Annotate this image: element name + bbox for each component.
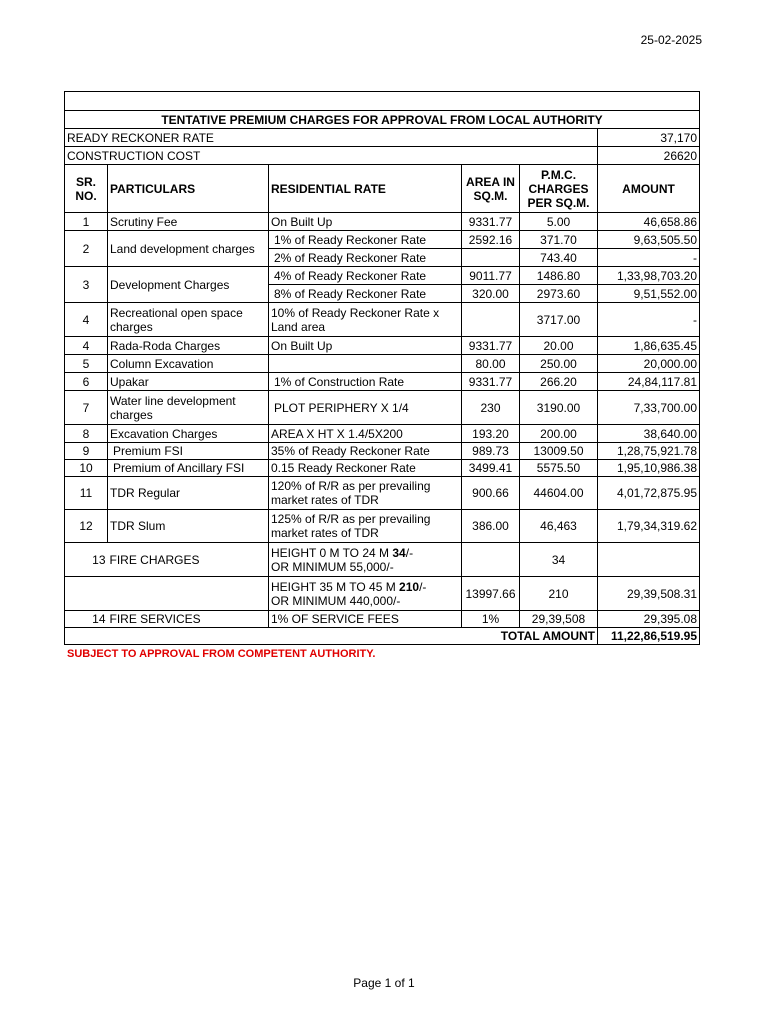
- rate-cell: [269, 543, 462, 577]
- rate-cell: 125% of R/R as per prevailing market rates of TDR: [269, 510, 462, 543]
- pmc-cell: 46,463: [520, 510, 598, 543]
- sr-cell: 10: [65, 460, 108, 477]
- sr-cell: 14: [65, 611, 108, 628]
- pmc-cell: 34: [520, 543, 598, 577]
- area-cell: 3499.41: [462, 460, 520, 477]
- rate-cell: 0.15 Ready Reckoner Rate: [269, 460, 462, 477]
- rate-cell: 4% of Ready Reckoner Rate: [269, 267, 462, 285]
- amount-cell: 9,63,505.50: [598, 231, 700, 249]
- particulars-cell: Rada-Roda Charges: [108, 337, 269, 355]
- pmc-cell: 250.00: [520, 355, 598, 373]
- header-pmc: P.M.C. CHARGES PER SQ.M.: [520, 165, 598, 213]
- particulars-cell: Development Charges: [108, 267, 269, 303]
- rate-label: CONSTRUCTION COST: [65, 147, 598, 165]
- particulars-cell: FIRE CHARGES: [108, 543, 269, 577]
- area-cell: 320.00: [462, 285, 520, 303]
- amount-cell: 38,640.00: [598, 425, 700, 443]
- rate-text: /-: [405, 545, 414, 560]
- amount-cell: 1,28,75,921.78: [598, 443, 700, 460]
- area-cell: 230: [462, 391, 520, 425]
- particulars-cell: Excavation Charges: [108, 425, 269, 443]
- rate-cell: 10% of Ready Reckoner Rate x Land area: [269, 303, 462, 337]
- rate-cell: 120% of R/R as per prevailing market rates of TDR: [269, 477, 462, 510]
- rate-text: OR MINIMUM 55,000/-: [271, 559, 394, 574]
- blank-top-row: [65, 92, 700, 111]
- table-row: [65, 510, 700, 543]
- sr-cell: 8: [65, 425, 108, 443]
- pmc-cell: 3717.00: [520, 303, 598, 337]
- total-value: 11,22,86,519.95: [598, 628, 700, 645]
- header-area: AREA IN SQ.M.: [462, 165, 520, 213]
- rate-emphasis: 210: [399, 579, 420, 594]
- approval-note: SUBJECT TO APPROVAL FROM COMPETENT AUTHORITY.: [67, 648, 376, 660]
- amount-cell: 29,395.08: [598, 611, 700, 628]
- pmc-cell: 13009.50: [520, 443, 598, 460]
- area-cell: [462, 303, 520, 337]
- pmc-cell: 200.00: [520, 425, 598, 443]
- area-cell: 80.00: [462, 355, 520, 373]
- particulars-cell: FIRE SERVICES: [108, 611, 269, 628]
- header-amount: AMOUNT: [598, 165, 700, 213]
- sr-cell: 3: [65, 267, 108, 303]
- particulars-cell: TDR Regular: [108, 477, 269, 510]
- area-cell: 2592.16: [462, 231, 520, 249]
- pmc-cell: 5.00: [520, 213, 598, 231]
- table-row: [65, 443, 700, 460]
- table-row: [65, 373, 700, 391]
- table-row: [65, 337, 700, 355]
- rate-cell: 1% of Construction Rate: [269, 373, 462, 391]
- table-row: [65, 611, 700, 628]
- sr-cell: 6: [65, 373, 108, 391]
- amount-cell: 24,84,117.81: [598, 373, 700, 391]
- table-row: [65, 577, 700, 611]
- table-row: [65, 425, 700, 443]
- total-label: TOTAL AMOUNT: [65, 628, 598, 645]
- area-cell: 989.73: [462, 443, 520, 460]
- rate-cell: [269, 577, 462, 611]
- pmc-cell: 5575.50: [520, 460, 598, 477]
- area-cell: 193.20: [462, 425, 520, 443]
- particulars-cell: Scrutiny Fee: [108, 213, 269, 231]
- pmc-cell: 266.20: [520, 373, 598, 391]
- rate-value: 26620: [598, 147, 700, 165]
- rate-cell: On Built Up: [269, 213, 462, 231]
- particulars-cell: Upakar: [108, 373, 269, 391]
- area-cell: 9331.77: [462, 373, 520, 391]
- rate-text: HEIGHT 35 M TO 45 M: [271, 579, 400, 594]
- table-row: [65, 303, 700, 337]
- sr-cell: 9: [65, 443, 108, 460]
- header-sr: SR. NO.: [65, 165, 108, 213]
- rate-cell: On Built Up: [269, 337, 462, 355]
- rate-cell: 35% of Ready Reckoner Rate: [269, 443, 462, 460]
- particulars-cell: Premium FSI: [108, 443, 269, 460]
- particulars-cell: Land development charges: [108, 231, 269, 267]
- area-cell: 9331.77: [462, 213, 520, 231]
- pmc-cell: 3190.00: [520, 391, 598, 425]
- table-row: [65, 267, 700, 285]
- particulars-cell: [108, 577, 269, 611]
- table-title: TENTATIVE PREMIUM CHARGES FOR APPROVAL FROM LOCAL AUTHORITY: [65, 111, 700, 129]
- rate-label: READY RECKONER RATE: [65, 129, 598, 147]
- pmc-cell: 210: [520, 577, 598, 611]
- sr-cell: 1: [65, 213, 108, 231]
- amount-cell: 1,33,98,703.20: [598, 267, 700, 285]
- table-row: [65, 543, 700, 577]
- pmc-cell: 1486.80: [520, 267, 598, 285]
- total-row: [65, 628, 700, 645]
- pmc-cell: 44604.00: [520, 477, 598, 510]
- rate-text: OR MINIMUM 440,000/-: [271, 593, 401, 608]
- table-row: [65, 213, 700, 231]
- pmc-cell: 2973.60: [520, 285, 598, 303]
- sr-cell: 4: [65, 337, 108, 355]
- sr-cell: [65, 577, 108, 611]
- amount-cell: 9,51,552.00: [598, 285, 700, 303]
- sr-cell: 5: [65, 355, 108, 373]
- table-row: [65, 391, 700, 425]
- amount-cell: 20,000.00: [598, 355, 700, 373]
- rate-cell: PLOT PERIPHERY X 1/4: [269, 391, 462, 425]
- rate-cell: AREA X HT X 1.4/5X200: [269, 425, 462, 443]
- area-cell: 386.00: [462, 510, 520, 543]
- amount-cell: 1,86,635.45: [598, 337, 700, 355]
- particulars-cell: Column Excavation: [108, 355, 269, 373]
- sr-cell: 7: [65, 391, 108, 425]
- rate-emphasis: 34: [392, 545, 406, 560]
- area-cell: 13997.66: [462, 577, 520, 611]
- rate-cell: 8% of Ready Reckoner Rate: [269, 285, 462, 303]
- sr-cell: 2: [65, 231, 108, 267]
- particulars-cell: Water line development charges: [108, 391, 269, 425]
- rate-text: HEIGHT 0 M TO 24 M: [271, 545, 393, 560]
- amount-cell: 29,39,508.31: [598, 577, 700, 611]
- amount-cell: -: [598, 249, 700, 267]
- rate-cell: 2% of Ready Reckoner Rate: [269, 249, 462, 267]
- sr-cell: 12: [65, 510, 108, 543]
- amount-cell: 4,01,72,875.95: [598, 477, 700, 510]
- sr-cell: 11: [65, 477, 108, 510]
- amount-cell: -: [598, 303, 700, 337]
- page-number: Page 1 of 1: [353, 976, 415, 990]
- area-cell: [462, 543, 520, 577]
- rate-row: [65, 147, 700, 165]
- sr-cell: 4: [65, 303, 108, 337]
- table-row: [65, 477, 700, 510]
- particulars-cell: Premium of Ancillary FSI: [108, 460, 269, 477]
- amount-cell: 1,95,10,986.38: [598, 460, 700, 477]
- document-date: 25-02-2025: [640, 33, 702, 47]
- table-row: [65, 231, 700, 249]
- table-row: [65, 355, 700, 373]
- header-residential-rate: RESIDENTIAL RATE: [269, 165, 462, 213]
- area-cell: 900.66: [462, 477, 520, 510]
- particulars-cell: Recreational open space charges: [108, 303, 269, 337]
- particulars-cell: TDR Slum: [108, 510, 269, 543]
- column-header-row: [65, 165, 700, 213]
- rate-text: /-: [419, 579, 427, 594]
- area-cell: 9331.77: [462, 337, 520, 355]
- pmc-cell: 20.00: [520, 337, 598, 355]
- sr-cell: 13: [65, 543, 108, 577]
- rate-cell: 1% OF SERVICE FEES: [269, 611, 462, 628]
- rate-cell: 1% of Ready Reckoner Rate: [269, 231, 462, 249]
- area-cell: 1%: [462, 611, 520, 628]
- area-cell: 9011.77: [462, 267, 520, 285]
- header-particulars: PARTICULARS: [108, 165, 269, 213]
- pmc-cell: 29,39,508: [520, 611, 598, 628]
- rate-cell: [269, 355, 462, 373]
- table-row: [65, 460, 700, 477]
- premium-charges-table: [64, 91, 700, 645]
- pmc-cell: 371.70: [520, 231, 598, 249]
- rate-row: [65, 129, 700, 147]
- amount-cell: 46,658.86: [598, 213, 700, 231]
- pmc-cell: 743.40: [520, 249, 598, 267]
- area-cell: [462, 249, 520, 267]
- amount-cell: [598, 543, 700, 577]
- rate-value: 37,170: [598, 129, 700, 147]
- amount-cell: 1,79,34,319.62: [598, 510, 700, 543]
- amount-cell: 7,33,700.00: [598, 391, 700, 425]
